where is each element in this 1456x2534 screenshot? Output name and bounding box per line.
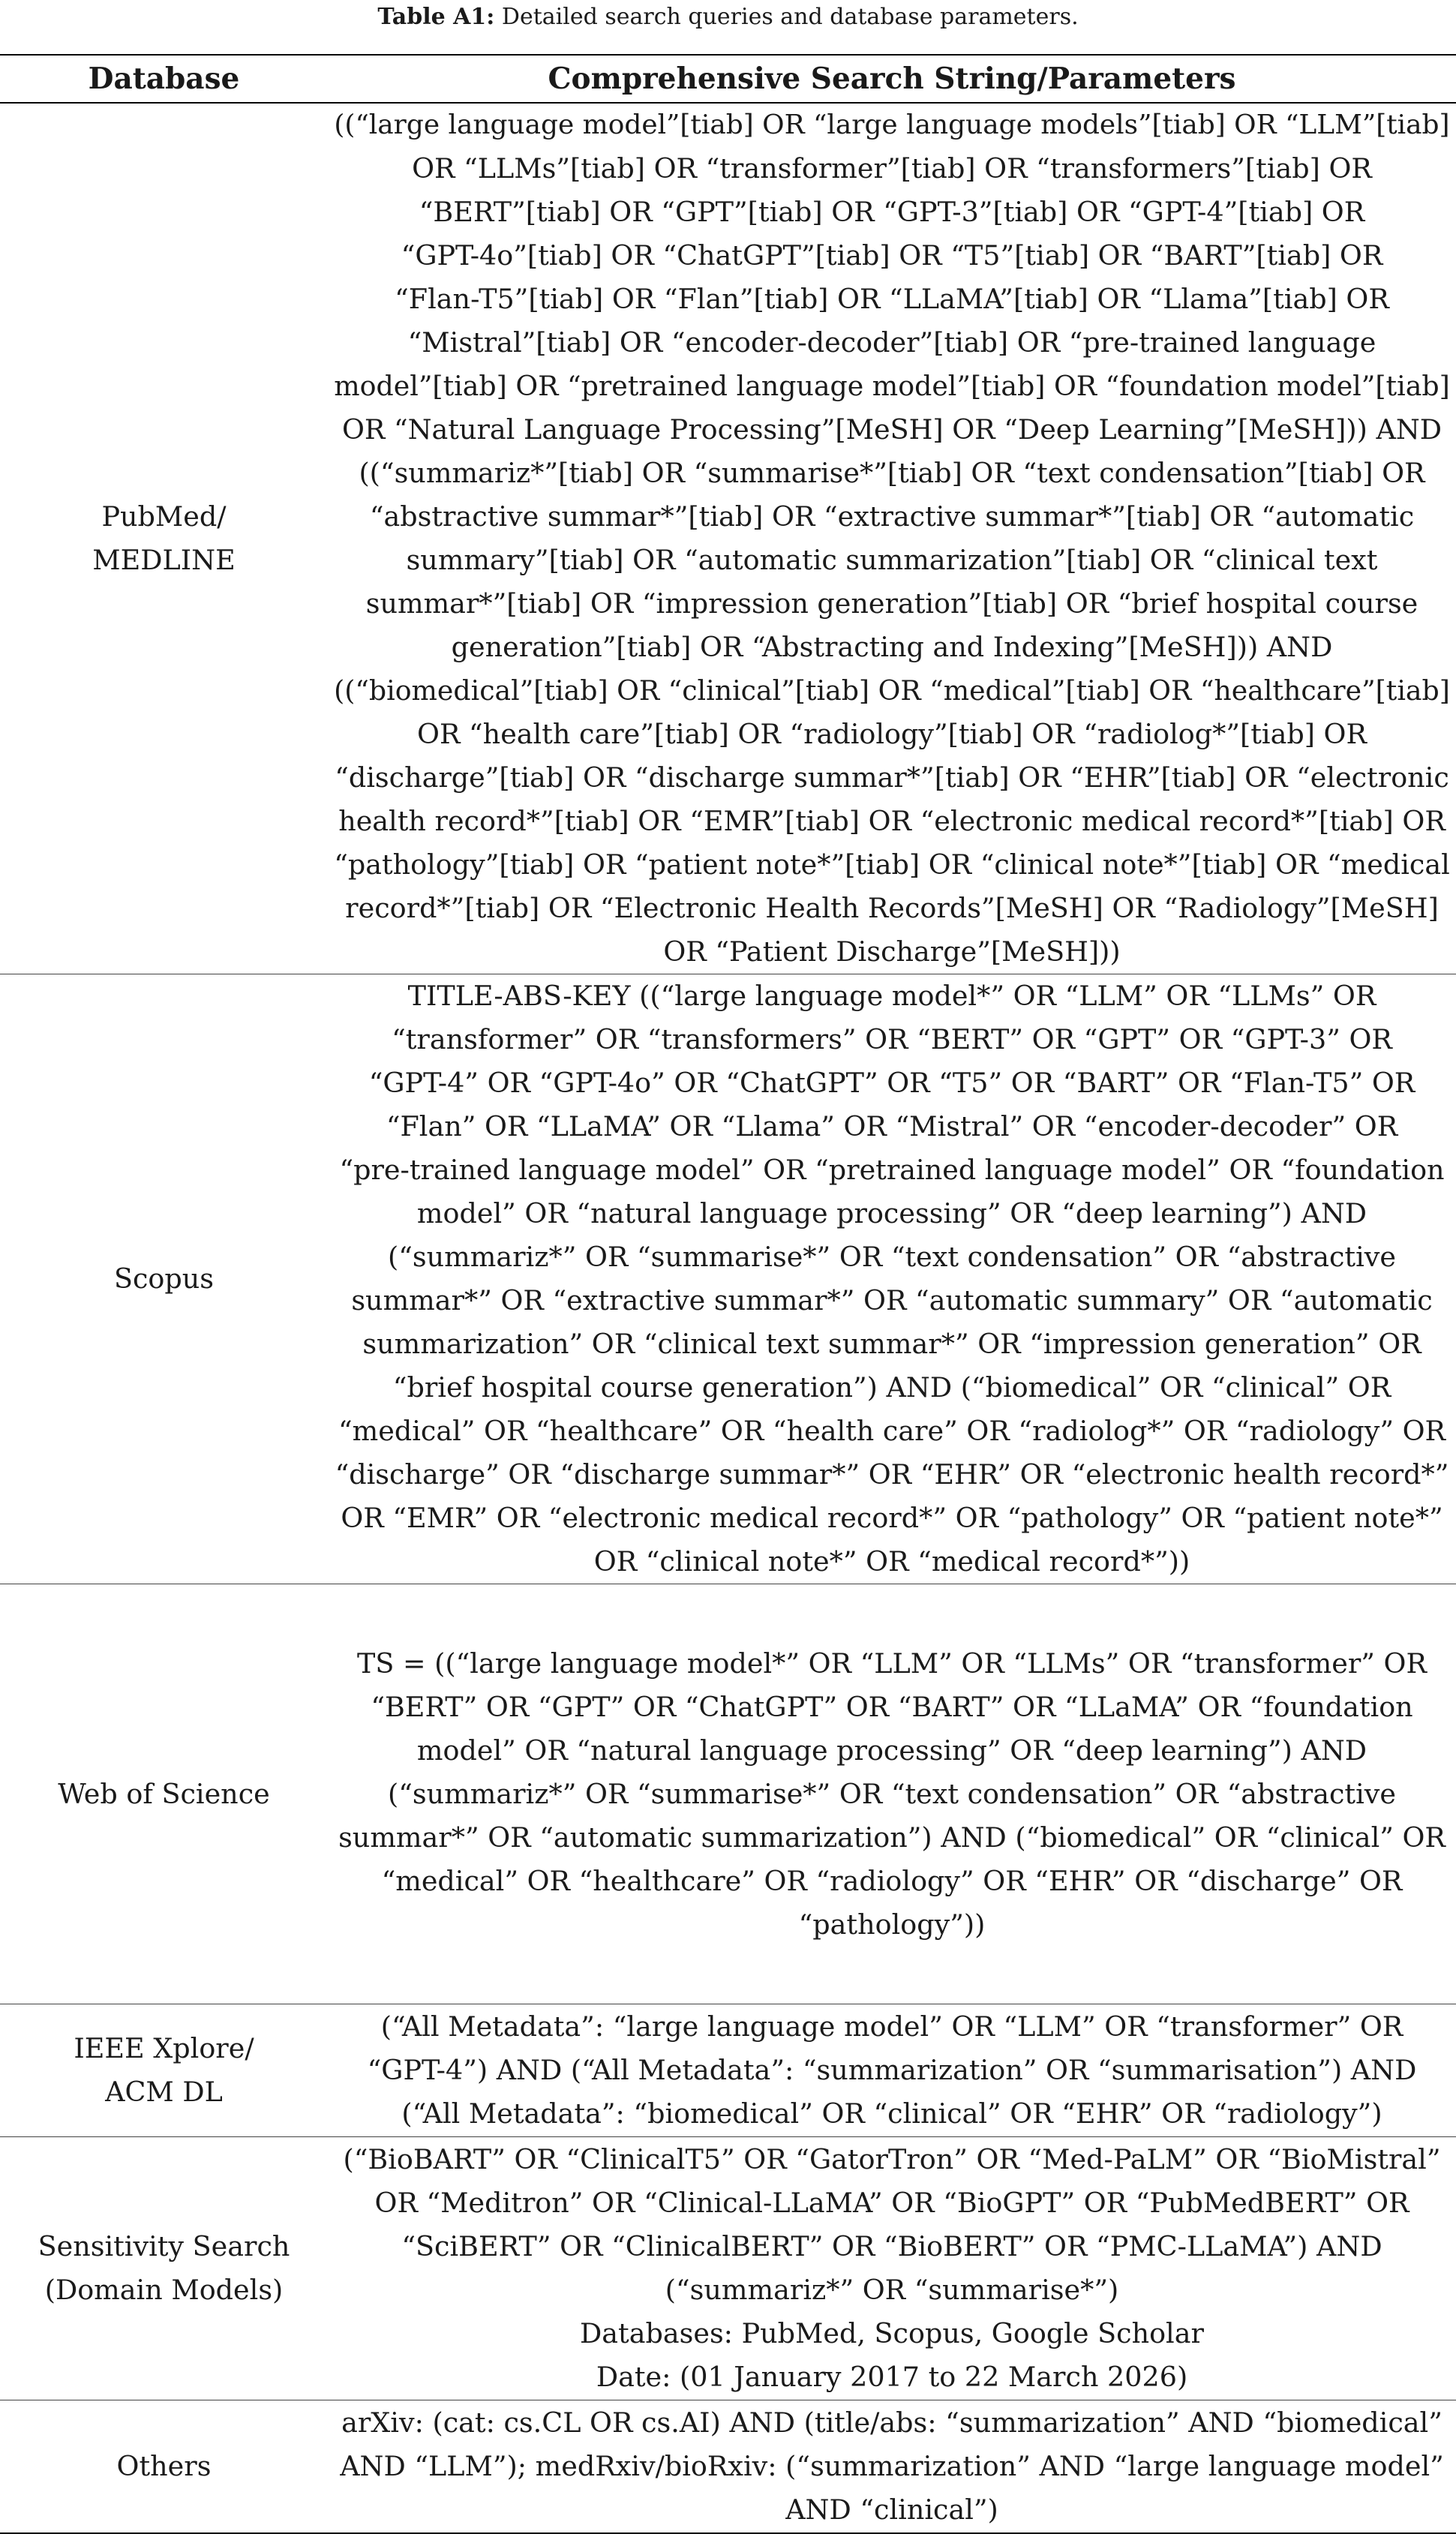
header-search-string: Comprehensive Search String/Parameters [328,55,1456,103]
database-name-line: Sensitivity Search [38,2230,290,2262]
search-string-line: “GPT-4o”[tiab] OR “ChatGPT”[tiab] OR “T5”[tiab] OR “BART”[tiab] OR [401,239,1383,272]
search-string-line: AND “LLM”); medRxiv/bioRxiv: (“summarization” AND “large language model” [340,2449,1444,2482]
table-body [0,103,1456,2533]
database-cell [0,2004,328,2137]
search-string-line: summar*” OR “extractive summar*” OR “automatic summary” OR “automatic [351,1284,1433,1317]
search-string-line: TITLE-ABS-KEY ((“large language model*” OR “LLM” OR “LLMs” OR [407,980,1376,1012]
search-string-line: “pathology”)) [798,1908,986,1941]
search-queries-table [0,54,1456,2534]
search-string-line: arXiv: (cat: cs.CL OR cs.AI) AND (title/abs: “summarization” AND “biomedical” [341,2406,1442,2439]
search-string-line: (“All Metadata”: “biomedical” OR “clinical” OR “EHR” OR “radiology”) [401,2097,1382,2130]
search-string-line: record*”[tiab] OR “Electronic Health Records”[MeSH] OR “Radiology”[MeSH] [345,892,1439,924]
database-cell [0,2400,328,2533]
database-cell [0,2137,328,2400]
header-database: Database [0,55,328,103]
search-string-line: model”[tiab] OR “pretrained language model”[tiab] OR “foundation model”[tiab] [334,370,1450,402]
search-string-line: “transformer” OR “transformers” OR “BERT” OR “GPT” OR “GPT-3” OR [392,1023,1392,1055]
search-string-cell [328,103,1456,974]
search-string-line: “GPT-4” OR “GPT-4o” OR “ChatGPT” OR “T5” OR “BART” OR “Flan-T5” OR [368,1067,1415,1099]
search-string-line: summarization” OR “clinical text summar*” OR “impression generation” OR [362,1328,1421,1360]
search-string-line: Databases: PubMed, Scopus, Google Scholar [580,2317,1204,2349]
database-name-line: Scopus [113,1262,215,1295]
search-string-line: Date: (01 January 2017 to 22 March 2026) [596,2361,1188,2393]
search-string-line: (“All Metadata”: “large language model” OR “LLM” OR “transformer” OR [380,2010,1403,2043]
search-string-line: summar*” OR “automatic summarization”) AND (“biomedical” OR “clinical” OR [338,1821,1445,1854]
search-string-line: ((“summariz*”[tiab] OR “summarise*”[tiab] OR “text condensation”[tiab] OR [359,457,1425,489]
search-string-line: “brief hospital course generation”) AND (“biomedical” OR “clinical” OR [392,1371,1391,1404]
table-row [0,2137,1456,2400]
table-row [0,1584,1456,2004]
table-caption-text: Detailed search queries and database parameters. [501,4,1079,30]
database-name-line: Others [116,2449,212,2482]
search-string-line: AND “clinical”) [785,2493,998,2526]
search-string-line: (“BioBART” OR “ClinicalT5” OR “GatorTron” OR “Med-PaLM” OR “BioMistral” [343,2143,1441,2175]
search-string-line: OR “Natural Language Processing”[MeSH] OR “Deep Learning”[MeSH])) AND [341,413,1442,446]
search-string-line: summary”[tiab] OR “automatic summarization”[tiab] OR “clinical text [406,544,1378,576]
search-string-line: OR “clinical note*” OR “medical record*”)) [593,1545,1190,1578]
search-string-line: “pathology”[tiab] OR “patient note*”[tiab] OR “clinical note*”[tiab] OR “medical [334,848,1450,881]
database-name-line: Web of Science [58,1777,270,1810]
search-string-line: “Mistral”[tiab] OR “encoder-decoder”[tiab] OR “pre-trained language [407,326,1376,359]
database-cell [0,1584,328,2004]
search-string-line: “GPT-4”) AND (“All Metadata”: “summarization” OR “summarisation”) AND [367,2054,1417,2086]
search-string-line: OR “EMR” OR “electronic medical record*” OR “pathology” OR “patient note*” [341,1502,1443,1534]
search-string-line: generation”[tiab] OR “Abstracting and Indexing”[MeSH])) AND [451,631,1333,663]
search-string-line: OR “Meditron” OR “Clinical-LLaMA” OR “BioGPT” OR “PubMedBERT” OR [374,2187,1409,2219]
table-row [0,2400,1456,2533]
search-string-cell [328,1584,1456,2004]
search-string-line: model” OR “natural language processing” OR “deep learning”) AND [416,1197,1367,1229]
search-string-line: summar*”[tiab] OR “impression generation”[tiab] OR “brief hospital course [365,587,1418,620]
database-name-line: (Domain Models) [44,2274,284,2306]
table-row [0,103,1456,974]
search-string-line: “medical” OR “healthcare” OR “health care” OR “radiolog*” OR “radiology” OR [338,1415,1446,1447]
search-string-line: “pre-trained language model” OR “pretrained language model” OR “foundation [339,1154,1445,1186]
search-string-line: “discharge” OR “discharge summar*” OR “EHR” OR “electronic health record*” [335,1458,1449,1491]
search-string-line: OR “health care”[tiab] OR “radiology”[tiab] OR “radiolog*”[tiab] OR [417,718,1367,750]
search-string-line: (“summariz*” OR “summarise*”) [665,2274,1119,2306]
search-string-cell [328,974,1456,1584]
search-string-line: “Flan-T5”[tiab] OR “Flan”[tiab] OR “LLaMA”[tiab] OR “Llama”[tiab] OR [395,283,1389,315]
table-row [0,974,1456,1584]
search-string-line: OR “Patient Discharge”[MeSH])) [663,935,1121,968]
search-string-line: (“summariz*” OR “summarise*” OR “text condensation” OR “abstractive [387,1241,1396,1273]
database-name-line: MEDLINE [92,544,236,576]
table-row [0,2004,1456,2137]
search-string-line: “BERT”[tiab] OR “GPT”[tiab] OR “GPT-3”[tiab] OR “GPT-4”[tiab] OR [419,196,1365,228]
table-header-row [0,55,1456,103]
search-string-line: “medical” OR “healthcare” OR “radiology” OR “EHR” OR “discharge” OR [381,1864,1403,1897]
search-string-line: “discharge”[tiab] OR “discharge summar*”[tiab] OR “EHR”[tiab] OR “electronic [335,761,1449,794]
search-string-line: health record*”[tiab] OR “EMR”[tiab] OR “electronic medical record*”[tiab] OR [338,805,1445,837]
search-string-line: “SciBERT” OR “ClinicalBERT” OR “BioBERT” OR “PMC-LLaMA”) AND [401,2230,1382,2262]
search-string-cell [328,2400,1456,2533]
search-string-cell [328,2004,1456,2137]
search-string-line: OR “LLMs”[tiab] OR “transformer”[tiab] OR “transformers”[tiab] OR [412,152,1372,185]
search-string-cell [328,2137,1456,2400]
database-cell [0,974,328,1584]
table-caption [0,0,1456,35]
search-string-line: “abstractive summar*”[tiab] OR “extractive summar*”[tiab] OR “automatic [369,500,1415,533]
search-string-line: ((“biomedical”[tiab] OR “clinical”[tiab] OR “medical”[tiab] OR “healthcare”[tiab] [334,674,1450,707]
table-caption-label: Table A1: [377,4,495,30]
search-string-line: TS = ((“large language model*” OR “LLM” OR “LLMs” OR “transformer” OR [357,1647,1427,1680]
search-string-line: ((“large language model”[tiab] OR “large language models”[tiab] OR “LLM”[tiab] [334,110,1450,140]
database-cell [0,103,328,974]
search-string-line: (“summariz*” OR “summarise*” OR “text condensation” OR “abstractive [387,1777,1396,1810]
database-name-line: ACM DL [105,2076,223,2108]
search-string-line: “BERT” OR “GPT” OR “ChatGPT” OR “BART” OR “LLaMA” OR “foundation [371,1690,1413,1723]
database-name-line: IEEE Xplore/ [74,2032,254,2064]
search-string-line: model” OR “natural language processing” OR “deep learning”) AND [416,1734,1367,1767]
search-string-line: “Flan” OR “LLaMA” OR “Llama” OR “Mistral” OR “encoder-decoder” OR [386,1110,1398,1142]
database-name-line: PubMed/ [101,500,227,533]
